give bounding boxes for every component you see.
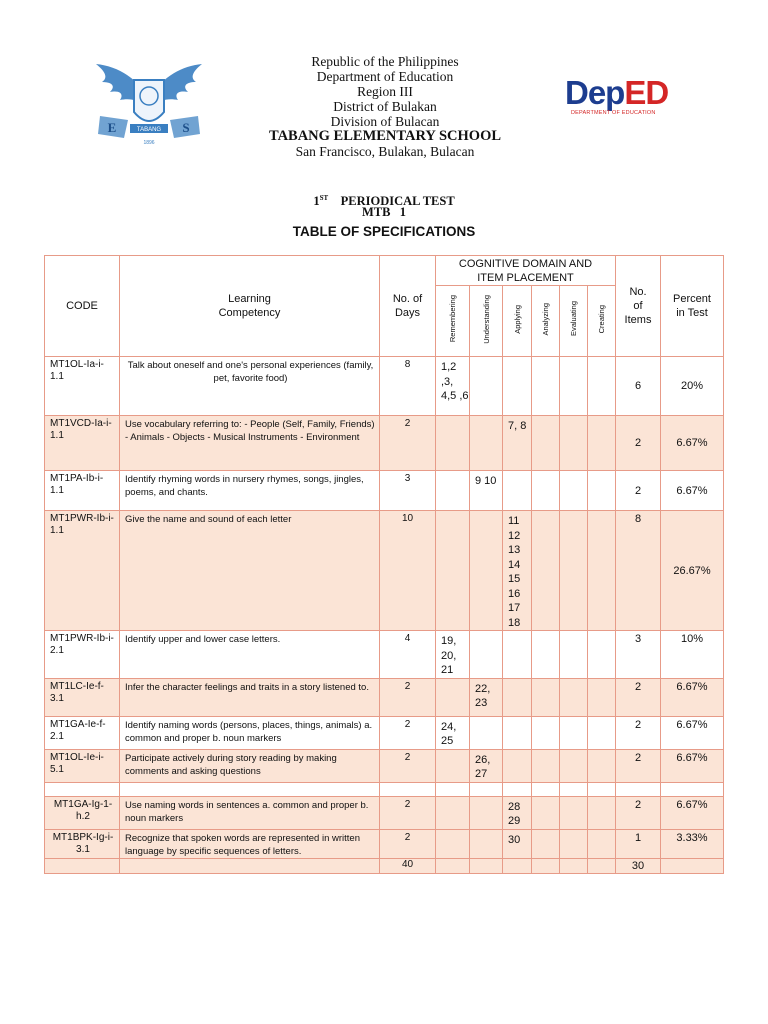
row-remembering (436, 829, 470, 858)
row-items: 2 (616, 796, 661, 829)
row-percent: 6.67% (661, 796, 724, 829)
row-applying (503, 716, 532, 749)
header-evaluating: Evaluating (560, 286, 588, 357)
row-days: 2 (380, 416, 436, 471)
header-code: CODE (45, 256, 120, 357)
header-remembering: Remembering (436, 286, 470, 357)
row-understanding: 9 10 (470, 471, 503, 511)
row-percent: 3.33% (661, 829, 724, 858)
row-remembering (436, 796, 470, 829)
row-understanding: 22, 23 (470, 678, 503, 716)
row-understanding (470, 511, 503, 631)
header-creating: Creating (588, 286, 616, 357)
row-applying (503, 357, 532, 416)
row-items: 2 (616, 716, 661, 749)
row-items: 2 (616, 678, 661, 716)
header-cognitive-domain: COGNITIVE DOMAIN AND ITEM PLACEMENT (436, 256, 616, 286)
row-applying: 30 (503, 829, 532, 858)
row-code: MT1PWR-Ib-i-1.1 (45, 511, 120, 631)
row-items: 2 (616, 749, 661, 782)
row-applying (503, 471, 532, 511)
row-remembering (436, 749, 470, 782)
row-understanding (470, 357, 503, 416)
header-items: No. of Items (616, 256, 661, 357)
row-competency: Talk about oneself and one's personal experiences (family, pet, favorite food) (120, 357, 380, 416)
total-days: 40 (380, 858, 436, 873)
row-items: 8 (616, 511, 661, 631)
row-days: 8 (380, 357, 436, 416)
row-remembering (436, 471, 470, 511)
row-code: MT1LC-Ie-f-3.1 (45, 678, 120, 716)
row-items: 2 (616, 471, 661, 511)
row-percent: 6.67% (661, 678, 724, 716)
row-remembering: 1,2 ,3, 4,5 ,6 (436, 357, 470, 416)
row-remembering (436, 678, 470, 716)
test-name: PERIODICAL TEST (340, 194, 455, 209)
table-row (45, 678, 724, 716)
region-line: Region III (357, 84, 413, 99)
row-days: 2 (380, 796, 436, 829)
department-line: Department of Education (316, 69, 454, 84)
specifications-table (44, 255, 724, 874)
header-percent: Percent in Test (661, 256, 724, 357)
row-competency: Recognize that spoken words are represented in written language by specific sequences of letters. (120, 829, 380, 858)
row-applying (503, 749, 532, 782)
table-row (45, 829, 724, 858)
row-percent: 10% (661, 631, 724, 679)
totals-row (45, 858, 724, 873)
table-row (45, 631, 724, 679)
division-line: Division of Bulacan (330, 114, 440, 129)
row-days: 2 (380, 678, 436, 716)
header-analyzing: Analyzing (532, 286, 560, 357)
row-understanding (470, 631, 503, 679)
header-days: No. of Days (380, 256, 436, 357)
seal-letter-s: S (182, 120, 190, 135)
school-seal-logo (94, 56, 204, 148)
table-row (45, 796, 724, 829)
row-competency: Use vocabulary referring to: - People (Self, Family, Friends) - Animals - Objects - Musical Instruments - Environment (120, 416, 380, 471)
row-competency: Identify rhyming words in nursery rhymes, songs, jingles, poems, and chants. (120, 471, 380, 511)
total-items: 30 (616, 858, 661, 873)
school-address: San Francisco, Bulakan, Bulacan (295, 144, 475, 159)
letterhead (0, 0, 768, 160)
row-percent: 20% (661, 357, 724, 416)
row-applying: 11 12 13 14 15 16 17 18 (503, 511, 532, 631)
row-competency: Identify naming words (persons, places, things, animals) a. common and proper b. noun markers (120, 716, 380, 749)
row-code: MT1BPK-Ig-i-3.1 (45, 829, 120, 858)
table-row (45, 511, 724, 631)
blank-row (45, 782, 724, 796)
row-days: 2 (380, 716, 436, 749)
seal-year: 1896 (143, 140, 155, 146)
row-percent: 6.67% (661, 749, 724, 782)
row-remembering (436, 416, 470, 471)
district-line: District of Bulakan (333, 99, 437, 114)
row-days: 4 (380, 631, 436, 679)
ordinal-number: 1 (313, 194, 320, 209)
row-applying (503, 678, 532, 716)
republic-line: Republic of the Philippines (311, 54, 459, 69)
row-code: MT1OL-Ie-i-5.1 (45, 749, 120, 782)
row-percent: 6.67% (661, 471, 724, 511)
row-percent: 6.67% (661, 716, 724, 749)
row-percent: 26.67% (661, 511, 724, 631)
row-code: MT1GA-Ig-1-h.2 (45, 796, 120, 829)
row-remembering: 19, 20, 21 (436, 631, 470, 679)
row-items: 2 (616, 416, 661, 471)
row-applying (503, 631, 532, 679)
row-understanding: 26, 27 (470, 749, 503, 782)
row-applying: 7, 8 (503, 416, 532, 471)
deped-logo: DepED DEPARTMENT OF EDUCATION (565, 74, 669, 116)
row-code: MT1VCD-Ia-i-1.1 (45, 416, 120, 471)
row-days: 10 (380, 511, 436, 631)
row-competency: Use naming words in sentences a. common and proper b. noun markers (120, 796, 380, 829)
row-applying: 28 29 (503, 796, 532, 829)
subject-title: MTB 1 (361, 205, 407, 219)
seal-letter-e: E (107, 120, 117, 135)
row-competency: Infer the character feelings and traits in a story listened to. (120, 678, 380, 716)
letterhead-text (250, 54, 520, 159)
row-days: 3 (380, 471, 436, 511)
row-items: 6 (616, 357, 661, 416)
table-row (45, 416, 724, 471)
row-understanding (470, 416, 503, 471)
row-competency: Participate actively during story reading by making comments and asking questions (120, 749, 380, 782)
row-items: 3 (616, 631, 661, 679)
row-days: 2 (380, 829, 436, 858)
header-competency: Learning Competency (120, 256, 380, 357)
tos-title: TABLE OF SPECIFICATIONS (292, 224, 476, 239)
row-competency: Give the name and sound of each letter (120, 511, 380, 631)
row-code: MT1PA-Ib-i-1.1 (45, 471, 120, 511)
table-row (45, 716, 724, 749)
row-code: MT1PWR-Ib-i-2.1 (45, 631, 120, 679)
row-code: MT1OL-Ia-i-1.1 (45, 357, 120, 416)
row-days: 2 (380, 749, 436, 782)
table-row (45, 471, 724, 511)
deped-logo-subtitle: DEPARTMENT OF EDUCATION (571, 110, 656, 116)
row-understanding (470, 829, 503, 858)
row-code: MT1GA-Ie-f-2.1 (45, 716, 120, 749)
row-items: 1 (616, 829, 661, 858)
row-competency: Identify upper and lower case letters. (120, 631, 380, 679)
row-remembering (436, 511, 470, 631)
header-applying: Applying (503, 286, 532, 357)
table-row (45, 357, 724, 416)
ordinal-suffix: ST (319, 194, 329, 202)
row-remembering: 24, 25 (436, 716, 470, 749)
header-understanding: Understanding (470, 286, 503, 357)
row-understanding (470, 796, 503, 829)
table-row (45, 749, 724, 782)
school-name: TABANG ELEMENTARY SCHOOL (268, 128, 502, 144)
row-understanding (470, 716, 503, 749)
row-percent: 6.67% (661, 416, 724, 471)
seal-school-name: TABANG (136, 127, 162, 133)
